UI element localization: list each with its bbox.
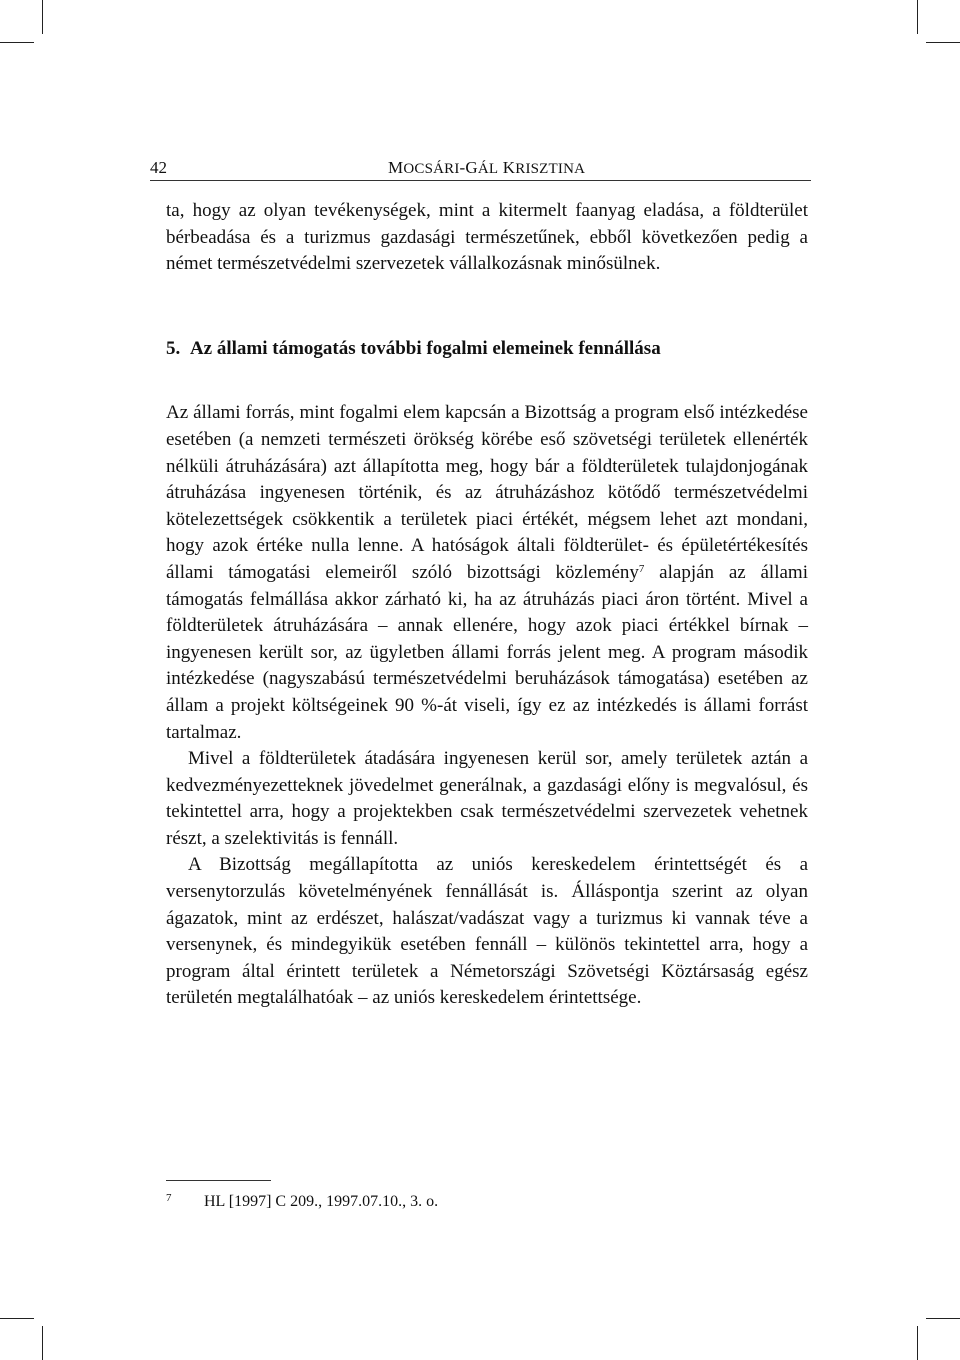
footnote-number: 7 xyxy=(166,1192,172,1204)
footnote-divider xyxy=(166,1180,271,1181)
footnote-ref: 7 xyxy=(638,562,645,575)
crop-mark xyxy=(917,0,918,34)
section-number: 5. xyxy=(166,337,181,359)
crop-mark xyxy=(42,0,43,34)
section-title: Az állami támogatás további fogalmi elemeinek fennállása xyxy=(189,337,661,359)
footnote xyxy=(166,1192,806,1211)
paragraph: Az állami forrás, mint fogalmi elem kapcsán a Bizottság a program első intézkedése esetében (a nemzeti természeti örökség körébe eső szövetségi területek ellenérték nélküli átruházására) azt állapította meg, hogy bár a földterületek tulajdonjogának átruházása ingyenesen történik, és az átruházáshoz kötődő természetvédelmi kötelezettségek csökkentik a területek piaci értékét, mégsem lehet azt mondani, hogy azok értéke nulla lenne. A hatóságok általi földterület- és épületértékesítés állami támogatási elemeiről szóló bizottsági közlemény$^7$ alapján az állami támogatás felmállása akkor zárható ki, ha az átruházás piaci áron történt. Mivel a földterületek átruházására – annak ellenére, hogy azok piaci értékkel bírnak – ingyenesen került sor, az ügyletben állami forrás jelent meg. A program második intézkedése (nagyszabású természetvédelmi beruházások támogatása) esetében az állam a projekt költségeinek 90 %-át viseli, így ez az intézkedés is állami forrást tartalmaz. xyxy=(166,402,808,743)
intro-paragraph: ta, hogy az olyan tevékenységek, mint a kitermelt faanyag eladása, a földterület bérbeadása és a turizmus gazdasági természetűnek, ebből következően pedig a német természetvédelmi szervezetek vállalkozásnak minősülnek. xyxy=(166,200,808,275)
crop-mark xyxy=(917,1326,918,1360)
crop-mark xyxy=(0,42,34,43)
paragraph: Mivel a földterületek átadására ingyenesen kerül sor, amely területek aztán a kedvezményezetteknek jövedelmet generálnak, a gazdasági előny is megvalósul, és tekintettel arra, hogy a projektekben csak természetvédelmi szervezetek vehetnek részt, a szelektivitás is fennáll. xyxy=(166,748,808,849)
paragraph: A Bizottság megállapította az uniós kereskedelem érintettségét és a versenytorzulás követelményének fennállását is. Álláspontja szerint az olyan ágazatok, mint az erdészet, halászat/vadászat vagy a turizmus ki vannak téve a versenynek, és mindegyikük esetében fennáll – különös tekintettel arra, hogy a program által érintett területek a Németországi Szövetségi Köztársaság egész területén megtalálhatóak – az uniós kereskedelem érintettsége. xyxy=(166,854,808,1009)
page-number: 42 xyxy=(150,158,167,177)
crop-mark xyxy=(0,1318,34,1319)
page-header xyxy=(150,158,811,181)
section-heading xyxy=(166,336,808,363)
crop-mark xyxy=(926,1318,960,1319)
footnote-text: HL [1997] C 209., 1997.07.10., 3. o. xyxy=(204,1193,439,1210)
crop-mark xyxy=(926,42,960,43)
running-head: MOCSÁRI-GÁL KRISZTINA xyxy=(388,158,586,177)
body-text xyxy=(166,198,808,1012)
crop-mark xyxy=(42,1326,43,1360)
